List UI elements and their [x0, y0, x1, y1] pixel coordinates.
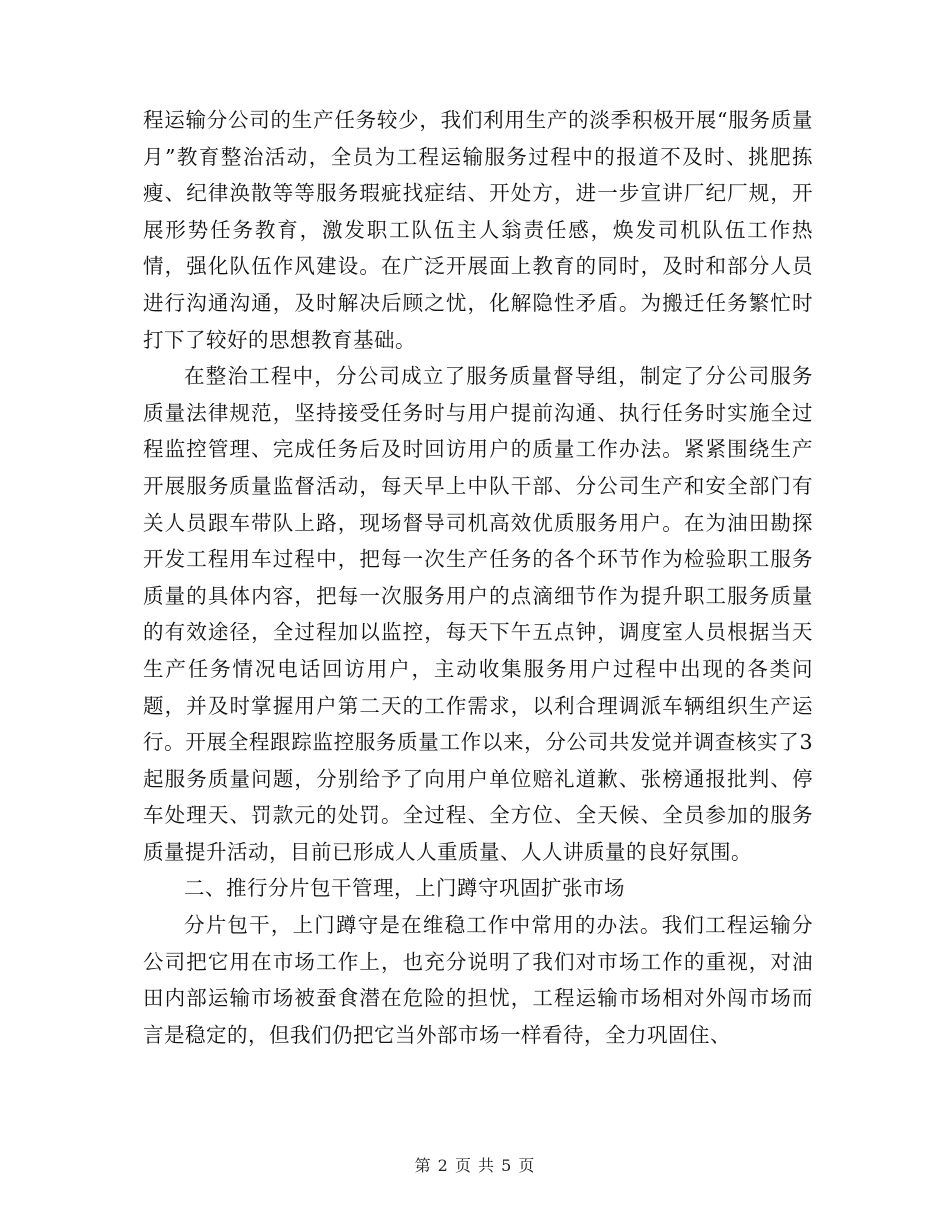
paragraph-continued: 程运输分公司的生产任务较少，我们利用生产的淡季积极开展“服务质量月”教育整治活动，全员为工程运输服务过程中的报道不及时、挑肥拣瘦、纪律涣散等等服务瑕疵找症结、开处方，进一步宣讲厂纪厂规，开展形势任务教育，激发职工队伍主人翁责任感，焕发司机队伍工作热情，强化队伍作风建设。在广泛开展面上教育的同时，及时和部分人员进行沟通沟通，及时解决后顾之忧，化解隐性矛盾。为搬迁任务繁忙时打下了较好的思想教育基础。: [143, 108, 813, 352]
paragraph-market: 分片包干，上门蹲守是在维稳工作中常用的办法。我们工程运输分公司把它用在市场工作上，也充分说明了我们对市场工作的重视，对油田内部运输市场被蚕食潜在危险的担忧，工程运输市场相对外闯市场而言是稳定的，但我们仍把它当外部市场一样看待，全力巩固住、: [143, 913, 813, 1047]
page-number-footer: 第 2 页 共 5 页: [414, 1156, 536, 1175]
paragraph-supervision: 在整治工程中，分公司成立了服务质量督导组，制定了分公司服务质量法律规范，坚持接受任务时与用户提前沟通、执行任务时实施全过程监控管理、完成任务后及时回访用户的质量工作办法。紧紧围绕生产开展服务质量监督活动，每天早上中队干部、分公司生产和安全部门有关人员跟车带队上路，现场督导司机高效优质服务用户。在为油田勘探开发工程用车过程中，把每一次生产任务的各个环节作为检验职工服务质量的具体内容，把每一次服务用户的点滴细节作为提升职工服务质量的有效途径，全过程加以监控，每天下午五点钟，调度室人员根据当天生产任务情况电话回访用户，主动收集服务用户过程中出现的各类问题，并及时掌握用户第二天的工作需求，以利合理调派车辆组织生产运行。开展全程跟踪监控服务质量工作以来，分公司共发觉并调查核实了3起服务质量问题，分别给予了向用户单位赔礼道歉、张榜通报批判、停车处理天、罚款元的处罚。全过程、全方位、全天候、全员参加的服务质量提升活动，目前已形成人人重质量、人人讲质量的良好氛围。: [143, 364, 813, 864]
document-body: [143, 102, 813, 1053]
section-heading: 二、推行分片包干管理，上门蹲守巩固扩张市场: [184, 876, 625, 901]
